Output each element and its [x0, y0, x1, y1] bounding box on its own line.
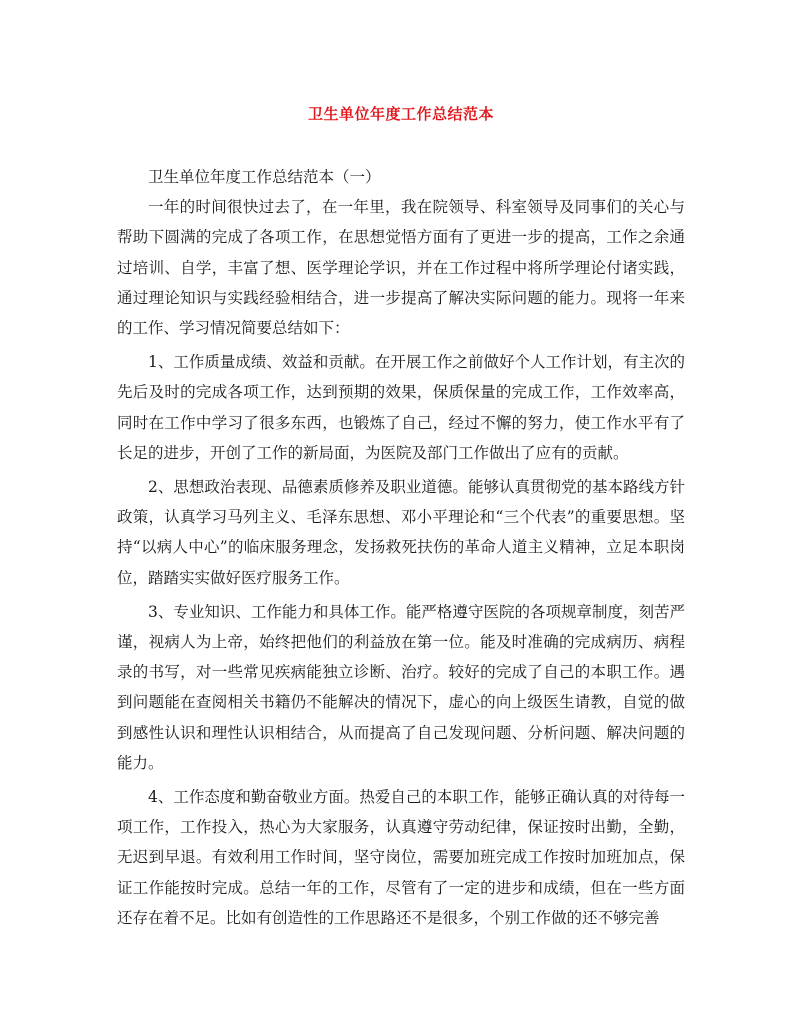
- paragraph-work-attitude: 4、工作态度和勤奋敬业方面。热爱自己的本职工作，能够正确认真的对待每一项工作，工作投入，热心为大家服务，认真遵守劳动纪律，保证按时出勤，全勤，无迟到早退。有效利用工作时间，坚守岗位，需要加班完成工作按时加班加点，保证工作能按时完成。总结一年的工作，尽管有了一定的进步和成绩，但在一些方面还存在着不足。比如有创造性的工作思路还不是很多，个别工作做的还不够完善: [117, 788, 685, 927]
- document-body: [117, 162, 685, 933]
- intro-paragraph: 一年的时间很快过去了，在一年里，我在院领导、科室领导及同事们的关心与帮助下圆满的完成了各项工作，在思想觉悟方面有了更进一步的提高，工作之余通过培训、自学，丰富了想、医学理论学识，并在工作过程中将所学理论付诸实践，通过理论知识与实践经验相结合，进一步提高了解决实际问题的能力。现将一年来的工作、学习情况简要总结如下：: [117, 198, 685, 338]
- paragraph-professional-ability: 3、专业知识、工作能力和具体工作。能严格遵守医院的各项规章制度，刻苦严谨，视病人为上帝，始终把他们的利益放在第一位。能及时准确的完成病历、病程录的书写，对一些常见疾病能独立诊断、治疗。较好的完成了自己的本职工作。遇到问题能在查阅相关书籍仍不能解决的情况下，虚心的向上级医生请教，自觉的做到感性认识和理性认识相结合，从而提高了自己发现问题、分析问题、解决问题的能力。: [117, 602, 685, 772]
- paragraph-political-ethics: 2、思想政治表现、品德素质修养及职业道德。能够认真贯彻党的基本路线方针政策，认真学习马列主义、毛泽东思想、邓小平理论和“三个代表”的重要思想。坚持“以病人中心”的临床服务理念，发扬救死扶伤的革命人道主义精神，立足本职岗位，踏踏实实做好医疗服务工作。: [117, 478, 685, 587]
- section-subtitle: 卫生单位年度工作总结范本（一）: [148, 168, 381, 186]
- document-page: [117, 0, 685, 1035]
- paragraph-work-quality: 1、工作质量成绩、效益和贡献。在开展工作之前做好个人工作计划，有主次的先后及时的完成各项工作，达到预期的效果，保质保量的完成工作，工作效率高，同时在工作中学习了很多东西，也锻炼了自己，经过不懈的努力，使工作水平有了长足的进步，开创了工作的新局面，为医院及部门工作做出了应有的贡献。: [117, 353, 685, 462]
- document-title: 卫生单位年度工作总结范本: [307, 105, 494, 123]
